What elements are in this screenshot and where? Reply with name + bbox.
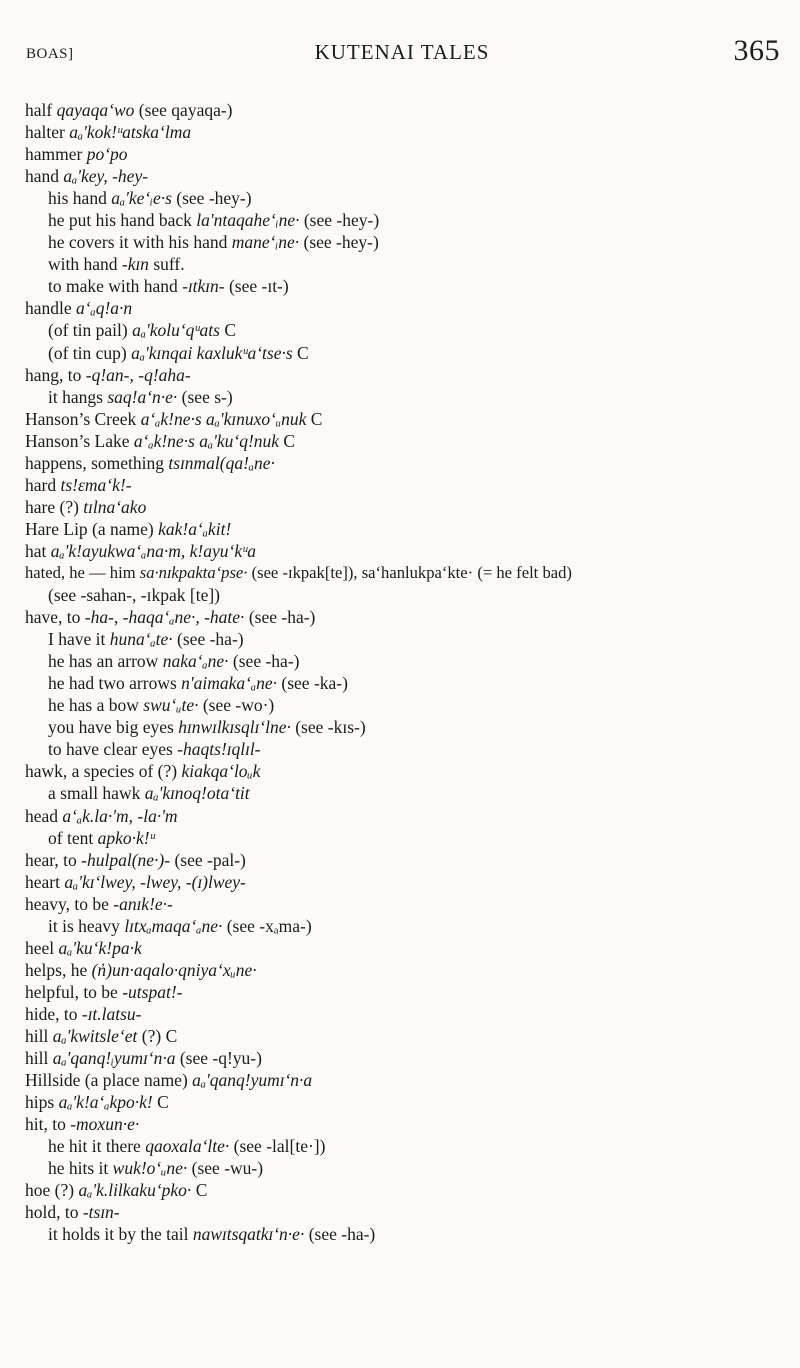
- glossary-entry: [25, 165, 785, 187]
- cross-reference: C: [191, 1180, 208, 1201]
- kutenai-form: a‘ₐk.la·'m, -la·'m: [62, 805, 178, 826]
- glossary-subentry: [25, 253, 785, 275]
- glossary-entry: [25, 893, 785, 915]
- cross-reference: C: [219, 320, 237, 341]
- english-gloss: it holds it by the tail: [48, 1224, 193, 1245]
- english-gloss: hear, to: [25, 849, 82, 870]
- english-gloss: he has an arrow: [48, 651, 163, 672]
- cross-reference: (see qayaqa-): [134, 100, 233, 120]
- kutenai-form: -haqts!ɪqlɪl-: [177, 739, 261, 760]
- kutenai-form: aₐ'key, -hey-: [63, 166, 149, 187]
- glossary-entry: [25, 937, 785, 959]
- kutenai-form: sa·nɪkpakta‘pse·: [139, 562, 248, 582]
- kutenai-form: -tsɪn-: [82, 1202, 120, 1223]
- kutenai-form: swu‘ᵤte·: [143, 695, 199, 716]
- english-gloss: Hanson’s Lake: [25, 430, 134, 451]
- english-gloss: it hangs: [48, 386, 108, 407]
- glossary-subentry: [25, 342, 785, 364]
- glossary-entry: [25, 849, 785, 871]
- cross-reference: C: [306, 408, 323, 429]
- cross-reference: (?) C: [137, 1025, 178, 1046]
- cross-reference: (see -ɪkpak[te]), sa‘hanlukpa‘kte· (= he felt bad): [247, 562, 572, 582]
- glossary-subentry: [25, 1135, 785, 1157]
- english-gloss: hated, he — him: [25, 562, 140, 582]
- kutenai-form: aₐ'kwitsle‘et: [52, 1025, 138, 1046]
- english-gloss: hide, to: [25, 1003, 82, 1024]
- english-gloss: hare (?): [25, 496, 84, 517]
- kutenai-form: n'aimaka‘ₐne·: [181, 673, 278, 694]
- english-gloss: halter: [25, 122, 70, 143]
- kutenai-form: -ɪtkɪn-: [182, 276, 225, 297]
- kutenai-form: -anɪk!e·-: [113, 893, 173, 914]
- glossary-entry: [25, 143, 785, 165]
- glossary-entry: [25, 1201, 785, 1223]
- glossary-subentry: [25, 672, 785, 694]
- glossary-subentry: [25, 694, 785, 716]
- glossary-entry: [25, 981, 785, 1003]
- kutenai-form: wuk!o‘ᵤne·: [112, 1158, 188, 1179]
- glossary-subentry: [25, 782, 785, 804]
- cross-reference: (see -ha-): [172, 629, 244, 650]
- english-gloss: it is heavy: [48, 915, 125, 936]
- glossary-entry: [25, 1113, 785, 1135]
- english-gloss: helpful, to be: [25, 981, 123, 1002]
- glossary-subentry: [25, 275, 785, 297]
- glossary-entry: [25, 606, 785, 628]
- english-gloss: (see -sahan-, -ɪkpak [te]): [48, 585, 220, 606]
- kutenai-form: nawɪtsqatkɪ‘n·e·: [192, 1224, 305, 1245]
- glossary-subentry: [25, 209, 785, 231]
- glossary-entry: [25, 1003, 785, 1025]
- english-gloss: Hare Lip (a name): [25, 518, 159, 539]
- english-gloss: Hillside (a place name): [25, 1070, 193, 1091]
- english-gloss: hang, to: [25, 364, 86, 385]
- glossary-subentry: [25, 628, 785, 650]
- kutenai-form: -kɪn: [121, 254, 149, 275]
- kutenai-form: -ɪt.latsu-: [81, 1003, 142, 1024]
- kutenai-form: aₐ'kok!ᵘatska‘lma: [69, 122, 192, 143]
- cross-reference: (see -ɪt-): [224, 276, 289, 297]
- glossary-subentry: [25, 584, 785, 606]
- glossary-entry: [25, 430, 785, 452]
- kutenai-form: aₐ'ke‘ᵢe·s: [111, 188, 172, 209]
- english-gloss: he put his hand back: [48, 210, 197, 231]
- english-gloss: of tent: [48, 827, 98, 848]
- kutenai-form: -moxun·e·: [70, 1114, 140, 1135]
- kutenai-form: naka‘ₐne·: [162, 651, 229, 672]
- kutenai-form: apko·k!ᵘ: [97, 827, 155, 848]
- cross-reference: (see -wu-): [187, 1158, 264, 1179]
- glossary-entry: [25, 805, 785, 827]
- cross-reference: (see -wo·): [198, 695, 275, 716]
- kutenai-form: a‘ₐq!a·n: [76, 298, 133, 319]
- english-gloss: he had two arrows: [48, 673, 182, 694]
- glossary-entry: [25, 871, 785, 893]
- cross-reference: (see -ka-): [277, 673, 348, 694]
- glossary-entries: [25, 99, 785, 1245]
- kutenai-form: qayaqa‘wo: [56, 100, 135, 120]
- kutenai-form: -ha-, -haqa‘ₐne·, -hate·: [84, 607, 245, 628]
- kutenai-form: aₐ'ku‘k!pa·k: [58, 937, 142, 958]
- english-gloss: heel: [25, 937, 59, 958]
- glossary-entry: [25, 364, 785, 386]
- kutenai-form: -utspat!-: [122, 981, 183, 1002]
- cross-reference: (see -q!yu-): [175, 1048, 262, 1069]
- kutenai-form: aₐ'qanq!yumɪ‘n·a: [192, 1070, 313, 1091]
- kutenai-form: aₐ'kɪnqai kaxlukᵘa‘tse·s: [131, 342, 293, 363]
- glossary-entry: [25, 1069, 785, 1091]
- glossary-entry: [25, 121, 785, 143]
- glossary-entry: [25, 518, 785, 540]
- english-gloss: Hanson’s Creek: [25, 408, 141, 429]
- kutenai-form: aₐ'kɪ‘lwey, -lwey, -(ɪ)lwey-: [64, 871, 246, 892]
- kutenai-form: po‘po: [86, 144, 128, 165]
- kutenai-form: a‘ₐk!ne·s aₐ'ku‘q!nuk: [133, 430, 280, 451]
- glossary-subentry: [25, 386, 785, 408]
- glossary-entry: [25, 1047, 785, 1069]
- kutenai-form: kak!a‘ₐkit!: [158, 518, 232, 539]
- english-gloss: he hits it: [48, 1158, 113, 1179]
- english-gloss: his hand: [48, 188, 112, 209]
- kutenai-form: hɪnwɪlkɪsqlɪ‘lne·: [178, 717, 291, 738]
- kutenai-form: aₐ'k!ayukwa‘ₐna·m, k!ayu‘kᵘa: [50, 540, 256, 561]
- cross-reference: (see -ha-): [228, 651, 300, 672]
- english-gloss: helps, he: [25, 959, 92, 980]
- english-gloss: he covers it with his hand: [48, 232, 232, 253]
- kutenai-form: aₐ'qanq!ᵢyumɪ‘n·a: [52, 1048, 176, 1069]
- english-gloss: with hand: [48, 254, 122, 275]
- page-number: 365: [733, 34, 780, 67]
- cross-reference: (see -hey-): [299, 232, 379, 253]
- cross-reference: (see -lal[te·]): [229, 1136, 326, 1157]
- english-gloss: you have big eyes: [48, 717, 179, 738]
- glossary-entry: [25, 540, 785, 562]
- kutenai-form: (n̓)un·aqalo·qniya‘xᵤne·: [91, 959, 257, 980]
- kutenai-form: aₐ'k!a‘ₐkpo·k!: [58, 1092, 153, 1113]
- kutenai-form: kiakqa‘loᵤk: [181, 761, 261, 782]
- cross-reference: (see -ha-): [304, 1224, 376, 1245]
- english-gloss: hand: [25, 166, 64, 187]
- kutenai-form: huna‘ₐte·: [109, 629, 173, 650]
- glossary-subentry: [25, 738, 785, 760]
- cross-reference: (see s-): [177, 386, 233, 407]
- english-gloss: hips: [25, 1092, 59, 1113]
- glossary-subentry: [25, 650, 785, 672]
- kutenai-form: mane‘ᵢne·: [231, 232, 300, 253]
- english-gloss: I have it: [48, 629, 110, 650]
- english-gloss: hard: [25, 474, 61, 495]
- glossary-subentry: [25, 319, 785, 341]
- cross-reference: suff.: [148, 254, 185, 275]
- glossary-entry: [25, 959, 785, 981]
- english-gloss: hill: [25, 1025, 53, 1046]
- kutenai-form: lɪtxₐmaqa‘ₐne·: [124, 915, 223, 936]
- english-gloss: hit, to: [25, 1114, 71, 1135]
- glossary-subentry: [25, 1223, 785, 1245]
- kutenai-form: a‘ₐk!ne·s aₐ'kɪnuxo‘ᵤnuk: [140, 408, 307, 429]
- glossary-subentry: [25, 915, 785, 937]
- english-gloss: hat: [25, 540, 51, 561]
- running-title: KUTENAI TALES: [314, 40, 490, 64]
- kutenai-form: la'ntaqahe‘ᵢne·: [196, 210, 300, 231]
- cross-reference: (see -hey-): [299, 210, 380, 231]
- glossary-subentry: [25, 231, 785, 253]
- cross-reference: C: [152, 1092, 169, 1113]
- glossary-entry: [25, 474, 785, 496]
- glossary-entry: [25, 760, 785, 782]
- english-gloss: hill: [25, 1048, 53, 1069]
- english-gloss: head: [25, 805, 63, 826]
- cross-reference: (see -pal-): [170, 849, 246, 870]
- english-gloss: a small hawk: [48, 783, 145, 804]
- glossary-entry: [25, 297, 785, 319]
- english-gloss: to make with hand: [48, 276, 183, 297]
- english-gloss: hammer: [25, 144, 87, 165]
- glossary-entry: [25, 408, 785, 430]
- glossary-subentry: [25, 187, 785, 209]
- glossary-entry: [25, 1025, 785, 1047]
- english-gloss: he hit it there: [48, 1136, 146, 1157]
- english-gloss: (of tin cup): [48, 342, 132, 363]
- english-gloss: (of tin pail): [48, 320, 133, 341]
- kutenai-form: qaoxala‘lte·: [145, 1136, 230, 1157]
- english-gloss: happens, something: [25, 452, 169, 473]
- english-gloss: heart: [25, 871, 65, 892]
- english-gloss: to have clear eyes: [48, 739, 178, 760]
- glossary-entry: [25, 496, 785, 518]
- cross-reference: (see -kɪs-): [290, 717, 366, 738]
- kutenai-form: tɪlna‘ako: [83, 496, 147, 517]
- english-gloss: hawk, a species of (?): [25, 761, 182, 782]
- glossary-entry: [25, 1091, 785, 1113]
- english-gloss: handle: [25, 298, 77, 319]
- kutenai-form: -q!an-, -q!aha-: [85, 364, 191, 385]
- kutenai-form: tsɪnmal(qa!ₐne·: [168, 452, 275, 473]
- running-header: [24, 34, 780, 74]
- kutenai-form: aₐ'kɪnoq!ota‘tit: [144, 783, 250, 804]
- cross-reference: (see -xₐma-): [222, 915, 312, 936]
- english-gloss: heavy, to be: [25, 893, 114, 914]
- cross-reference: (see -ha-): [244, 607, 316, 628]
- kutenai-form: saq!a‘n·e·: [107, 386, 178, 407]
- kutenai-form: aₐ'kolu‘qᵘats: [132, 320, 220, 341]
- glossary-entry: [25, 452, 785, 474]
- kutenai-form: aₐ'k.lilkaku‘pko·: [78, 1180, 192, 1201]
- english-gloss: half: [25, 100, 57, 120]
- glossary-entry: [25, 99, 785, 121]
- cross-reference: C: [292, 342, 309, 363]
- glossary-entry: [25, 562, 785, 584]
- glossary-entry: [25, 1179, 785, 1201]
- kutenai-form: -hulpal(ne·)-: [81, 849, 171, 870]
- english-gloss: hoe (?): [25, 1180, 79, 1201]
- english-gloss: have, to: [25, 607, 85, 628]
- glossary-subentry: [25, 1157, 785, 1179]
- english-gloss: he has a bow: [48, 695, 144, 716]
- cross-reference: C: [279, 430, 296, 451]
- kutenai-form: ts!ɛma‘k!-: [60, 474, 132, 495]
- glossary-subentry: [25, 827, 785, 849]
- cross-reference: (see -hey-): [171, 188, 252, 209]
- author-marker: BOAS]: [26, 46, 74, 62]
- glossary-subentry: [25, 716, 785, 738]
- english-gloss: hold, to: [25, 1202, 83, 1223]
